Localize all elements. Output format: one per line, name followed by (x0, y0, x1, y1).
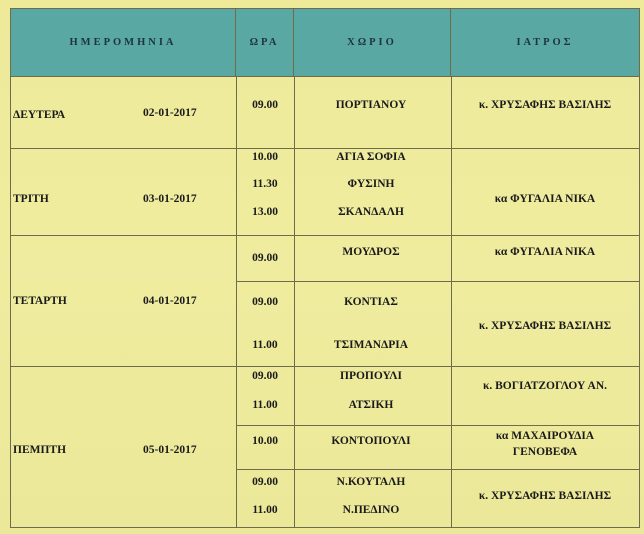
slot-time: 09.00 (252, 252, 278, 264)
slot-village: ΣΚΑΝΔΑΛΗ (338, 206, 404, 218)
date-label: 03-01-2017 (143, 193, 197, 205)
day-label: ΠΕΜΠΤΗ (13, 444, 67, 456)
slot-time: 10.00 (252, 151, 278, 163)
slot-time: 09.00 (252, 370, 278, 382)
slot-village: ΚΟΝΤΟΠΟΥΛΙ (331, 435, 411, 447)
doctor-name: κ. ΧΡΥΣΑΦΗΣ ΒΑΣΙΛΗΣ (478, 490, 612, 502)
slot-village: ΜΟΥΔΡΟΣ (342, 246, 400, 258)
slot-time: 11.00 (252, 339, 278, 351)
slot-time: 11.00 (252, 504, 278, 516)
doctor-name: κα ΦΥΓΑΛΙΑ ΝΙΚΑ (494, 246, 596, 258)
column-divider (451, 76, 452, 527)
header-time: ΩΡΑ (236, 9, 294, 76)
slot-village: ΤΣΙΜΑΝΔΡΙΑ (333, 339, 409, 351)
slot-village: Ν.ΠΕΔΙΝΟ (342, 504, 400, 516)
header-doctor: ΙΑΤΡΟΣ (451, 9, 639, 76)
slot-village: ΑΤΣΙΚΗ (348, 399, 394, 411)
slot-time: 09.00 (252, 296, 278, 308)
slot-village: ΚΟΝΤΙΑΣ (344, 296, 398, 308)
column-divider (294, 76, 295, 527)
day-label: ΔΕΥΤΕΡΑ (13, 109, 66, 121)
row-divider (11, 76, 639, 77)
row-divider (11, 148, 639, 149)
row-divider (236, 281, 639, 282)
date-label: 05-01-2017 (143, 444, 197, 456)
doctor-name: κ. ΧΡΥΣΑΦΗΣ ΒΑΣΙΛΗΣ (478, 99, 612, 111)
date-label: 02-01-2017 (143, 107, 197, 119)
row-divider (236, 425, 639, 426)
slot-village: ΑΓΙΑ ΣΟΦΙΑ (336, 151, 406, 163)
slot-time: 09.00 (252, 99, 278, 111)
day-label: ΤΡΙΤΗ (13, 193, 49, 205)
doctor-name: κ. ΒΟΓΙΑΤΖΟΓΛΟΥ ΑΝ. (482, 380, 608, 392)
slot-time: 09.00 (252, 476, 278, 488)
slot-village: ΠΟΡΤΙΑΝΟΥ (335, 99, 407, 111)
row-divider (236, 469, 639, 470)
slot-village: Ν.ΚΟΥΤΑΛΗ (336, 476, 406, 488)
slot-time: 11.00 (252, 399, 278, 411)
schedule-table (10, 8, 640, 528)
slot-village: ΠΡΟΠΟΥΛΙ (340, 370, 402, 382)
slot-time: 10.00 (252, 435, 278, 447)
doctor-name: κ. ΧΡΥΣΑΦΗΣ ΒΑΣΙΛΗΣ (478, 320, 612, 332)
doctor-name: κα ΦΥΓΑΛΙΑ ΝΙΚΑ (494, 193, 596, 205)
doctor-name: ΓΕΝΟΒΕΦΑ (512, 446, 578, 458)
date-label: 04-01-2017 (143, 295, 197, 307)
slot-time: 13.00 (252, 206, 278, 218)
doctor-name: κα ΜΑΧΑΙΡΟΥΔΙΑ (495, 430, 595, 442)
slot-time: 11.30 (252, 178, 278, 190)
slot-village: ΦΥΣΙΝΗ (347, 178, 395, 190)
header-village: ΧΩΡΙΟ (294, 9, 451, 76)
row-divider (11, 235, 639, 236)
header-date: ΗΜΕΡΟΜΗΝΙΑ (11, 9, 236, 76)
day-label: ΤΕΤΑΡΤΗ (13, 295, 67, 307)
column-divider (236, 76, 237, 527)
row-divider (11, 366, 639, 367)
